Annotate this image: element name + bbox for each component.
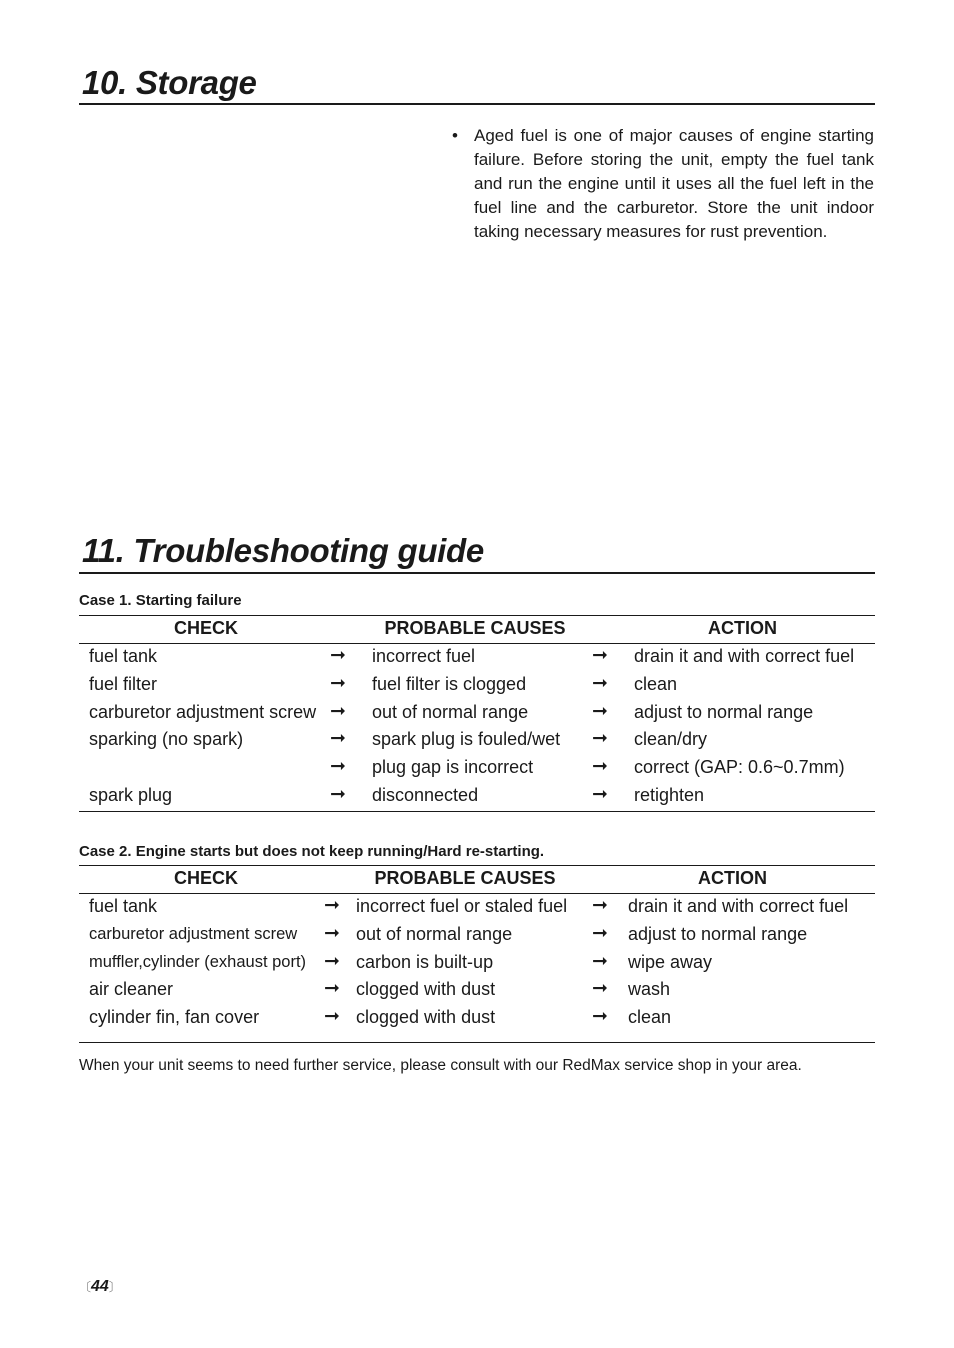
arrow-icon: ➞	[592, 1006, 608, 1027]
cause-cell: fuel filter is clogged	[372, 674, 527, 694]
case1-title: Case 1. Starting failure	[79, 592, 242, 609]
action-cell: correct (GAP: 0.6~0.7mm)	[634, 757, 845, 777]
arrow-icon: ➞	[592, 951, 608, 972]
page-bracket-right: 〕	[108, 1280, 121, 1294]
arrow-icon: ➞	[592, 978, 608, 999]
case2-title: Case 2. Engine starts but does not keep running/Hard re-starting.	[79, 843, 545, 860]
arrow-icon: ➞	[330, 784, 346, 805]
case2-table-top-rule	[79, 865, 875, 866]
cause-cell: incorrect fuel	[372, 646, 476, 666]
action-cell: drain it and with correct fuel	[628, 896, 849, 916]
action-cell: clean	[628, 1007, 672, 1027]
action-cell: clean	[634, 674, 678, 694]
storage-bullet-item	[452, 124, 874, 244]
page-number-value: 44	[91, 1278, 109, 1295]
action-cell: retighten	[634, 785, 705, 805]
arrow-icon: ➞	[324, 923, 340, 944]
table-row	[79, 642, 875, 670]
check-cell: spark plug	[89, 785, 173, 805]
table-row	[79, 948, 875, 976]
bullet-marker: •	[452, 126, 458, 145]
case1-header-check: CHECK	[173, 618, 238, 638]
table-row	[79, 753, 875, 781]
case1-table-top-rule	[79, 615, 875, 616]
arrow-icon: ➞	[592, 701, 608, 722]
service-note: When your unit seems to need further service, please consult with our RedMax service shop in your area.	[79, 1057, 802, 1074]
table-row	[79, 1003, 875, 1031]
action-cell: wipe away	[628, 952, 713, 972]
arrow-icon: ➞	[330, 645, 346, 666]
arrow-icon: ➞	[330, 673, 346, 694]
cause-cell: clogged with dust	[356, 979, 496, 999]
cause-cell: out of normal range	[372, 702, 529, 722]
check-cell: carburetor adjustment screw	[89, 925, 298, 943]
arrow-icon: ➞	[330, 756, 346, 777]
cause-cell: plug gap is incorrect	[372, 757, 534, 777]
arrow-icon: ➞	[592, 895, 608, 916]
action-cell: adjust to normal range	[634, 702, 814, 722]
case1-table-bottom-rule	[79, 811, 875, 812]
check-cell: carburetor adjustment screw	[89, 702, 317, 722]
check-cell: fuel tank	[89, 646, 158, 666]
arrow-icon: ➞	[592, 784, 608, 805]
storage-heading-rule	[79, 103, 875, 105]
action-cell: adjust to normal range	[628, 924, 808, 944]
table-row	[79, 698, 875, 726]
action-cell: drain it and with correct fuel	[634, 646, 855, 666]
case2-header-causes: PROBABLE CAUSES	[374, 868, 556, 888]
page-bracket-left: 〔	[79, 1280, 92, 1294]
check-cell: air cleaner	[89, 979, 174, 999]
check-cell: cylinder fin, fan cover	[89, 1007, 260, 1027]
arrow-icon: ➞	[324, 1006, 340, 1027]
arrow-icon: ➞	[592, 923, 608, 944]
cause-cell: incorrect fuel or staled fuel	[356, 896, 568, 916]
arrow-icon: ➞	[324, 978, 340, 999]
table-row	[79, 975, 875, 1003]
case2-table-bottom-rule	[79, 1042, 875, 1043]
storage-bullet-text: Aged fuel is one of major causes of engine starting failure. Before storing the unit, empty the fuel tank and run the engine until it uses all the fuel left in the fuel line and the carburetor. Store the unit indoor taking necessary measures for rust prevention.	[474, 126, 874, 241]
arrow-icon: ➞	[592, 756, 608, 777]
cause-cell: out of normal range	[356, 924, 513, 944]
cause-cell: carbon is built-up	[356, 952, 494, 972]
arrow-icon: ➞	[330, 701, 346, 722]
table-row	[79, 725, 875, 753]
case2-header-check: CHECK	[173, 868, 238, 888]
arrow-icon: ➞	[592, 673, 608, 694]
troubleshooting-heading: 11. Troubleshooting guide	[82, 532, 484, 569]
check-cell: muffler,cylinder (exhaust port)	[89, 953, 307, 971]
arrow-icon: ➞	[592, 645, 608, 666]
troubleshooting-heading-rule	[79, 572, 875, 574]
action-cell: wash	[628, 979, 671, 999]
table-row	[79, 892, 875, 920]
check-cell: fuel tank	[89, 896, 158, 916]
table-row	[79, 670, 875, 698]
table-row	[79, 781, 875, 809]
cause-cell: disconnected	[372, 785, 479, 805]
case1-header-action: ACTION	[708, 618, 777, 638]
arrow-icon: ➞	[324, 895, 340, 916]
arrow-icon: ➞	[330, 728, 346, 749]
arrow-icon: ➞	[592, 728, 608, 749]
cause-cell: clogged with dust	[356, 1007, 496, 1027]
check-cell: sparking (no spark)	[89, 729, 244, 749]
case2-header-action: ACTION	[698, 868, 767, 888]
page-number	[79, 1278, 121, 1296]
check-cell: fuel filter	[89, 674, 158, 694]
cause-cell: spark plug is fouled/wet	[372, 729, 561, 749]
case1-header-causes: PROBABLE CAUSES	[384, 618, 566, 638]
table-row	[79, 920, 875, 948]
arrow-icon: ➞	[324, 951, 340, 972]
action-cell: clean/dry	[634, 729, 708, 749]
storage-heading: 10. Storage	[82, 64, 257, 101]
